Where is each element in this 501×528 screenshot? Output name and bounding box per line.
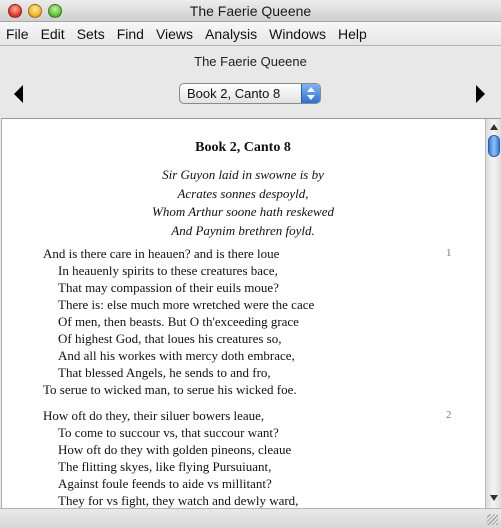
scroll-up-arrow-icon[interactable] — [490, 124, 498, 130]
menu-find[interactable]: Find — [116, 25, 144, 42]
window-title: The Faerie Queene — [189, 3, 312, 19]
chevron-down-icon — [307, 95, 315, 100]
verse-line: They for vs fight, they watch and dewly ward, — [58, 493, 299, 508]
chevron-up-icon — [307, 87, 315, 92]
menu-bar — [0, 22, 501, 46]
stanza-number: 1 — [446, 247, 452, 259]
previous-canto-arrow-icon[interactable] — [14, 85, 23, 103]
verse-line: How oft do they, their siluer bowers leaue, — [43, 408, 265, 423]
verse-line: That blessed Angels, he sends to and fro, — [58, 365, 271, 380]
document-title: The Faerie Queene — [194, 54, 307, 69]
verse-line: Of highest God, that loues his creatures so, — [58, 331, 282, 346]
resize-grip-icon[interactable] — [487, 514, 498, 525]
menu-windows[interactable]: Windows — [269, 25, 326, 42]
verse-line: That may compassion of their euils moue? — [58, 280, 279, 295]
menu-edit[interactable]: Edit — [40, 25, 65, 42]
stanza-number: 2 — [446, 409, 452, 421]
verse-line: To serue to wicked man, to serue his wicked foe. — [43, 382, 297, 397]
canto-selector-value: Book 2, Canto 8 — [187, 86, 281, 101]
scroll-down-arrow-icon[interactable] — [490, 495, 498, 501]
verse-line: The flitting skyes, like flying Pursuiuant, — [58, 459, 272, 474]
argument-line: Sir Guyon laid in swowne is by — [162, 167, 324, 182]
canto-heading: Book 2, Canto 8 — [195, 140, 291, 155]
menu-views[interactable]: Views — [155, 25, 194, 42]
verse-line: Of men, then beasts. But O th'exceeding grace — [58, 314, 299, 329]
argument-line: Acrates sonnes despoyld, — [177, 185, 309, 201]
scroll-thumb[interactable] — [488, 135, 500, 157]
status-bar — [0, 508, 501, 528]
canto-argument — [2, 166, 484, 240]
verse-line: There is: else much more wretched were the cace — [58, 297, 315, 312]
verse-line: How oft do they with golden pineons, cleaue — [58, 442, 292, 457]
stanza — [43, 245, 483, 398]
verse-line: Against foule feends to aide vs millitant? — [58, 476, 272, 491]
menu-sets[interactable]: Sets — [76, 25, 105, 42]
select-stepper-icon[interactable] — [301, 84, 320, 103]
stanza — [43, 407, 483, 508]
poem-text-view[interactable] — [1, 118, 501, 508]
argument-line: And Paynim brethren foyld. — [171, 222, 315, 238]
menu-help[interactable]: Help — [337, 25, 367, 42]
verse-line: And is there care in heauen? and is there loue — [43, 246, 280, 261]
poem-content — [2, 119, 484, 508]
argument-line: Whom Arthur soone hath reskewed — [152, 204, 334, 219]
verse-line: To come to succour vs, that succour want? — [58, 425, 279, 440]
next-canto-arrow-icon[interactable] — [476, 85, 485, 103]
verse-line: And all his workes with mercy doth embrace, — [58, 348, 295, 363]
menu-analysis[interactable]: Analysis — [205, 25, 258, 42]
vertical-scrollbar[interactable] — [485, 119, 501, 508]
menu-file[interactable]: File — [6, 25, 29, 42]
title-bar — [0, 0, 501, 22]
verse-line: In heauenly spirits to these creatures bace, — [58, 263, 278, 278]
canto-selector[interactable] — [179, 83, 321, 104]
